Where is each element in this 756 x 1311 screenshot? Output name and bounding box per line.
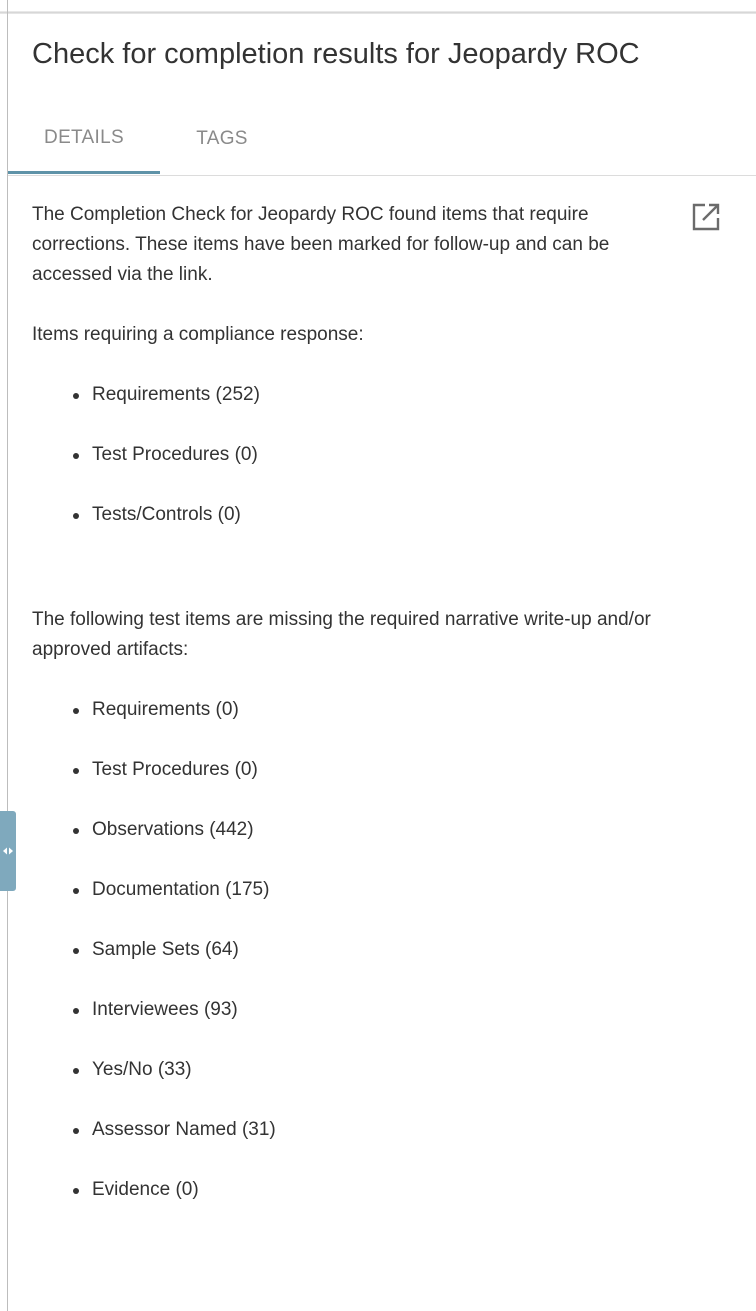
- open-in-new-icon[interactable]: [692, 203, 720, 231]
- resize-handle[interactable]: [0, 811, 16, 891]
- details-content: [32, 200, 672, 1205]
- list-item: Requirements (252): [32, 380, 672, 410]
- list-item: Requirements (0): [32, 695, 672, 725]
- missing-heading: The following test items are missing the required narrative write-up and/or approved artifacts:: [32, 609, 651, 660]
- tab-tags[interactable]: TAGS: [196, 128, 248, 149]
- top-shadow: [0, 0, 756, 14]
- panel-title: Check for completion results for Jeopardy ROC: [32, 38, 640, 70]
- list-item: Tests/Controls (0): [32, 500, 672, 530]
- list-item: Documentation (175): [32, 875, 672, 905]
- intro-text: The Completion Check for Jeopardy ROC found items that require corrections. These items have been marked for follow-up and can be accessed via the link.: [32, 204, 610, 285]
- list-item: Interviewees (93): [32, 995, 672, 1025]
- list-item: Observations (442): [32, 815, 672, 845]
- list-item: Assessor Named (31): [32, 1115, 672, 1145]
- panel-left-border: [7, 0, 8, 1311]
- tab-details[interactable]: DETAILS: [8, 104, 160, 174]
- compliance-heading: Items requiring a compliance response:: [32, 324, 364, 345]
- tab-bar: [8, 104, 756, 176]
- resize-arrows-icon: [2, 846, 14, 856]
- list-item: Yes/No (33): [32, 1055, 672, 1085]
- list-item: Test Procedures (0): [32, 755, 672, 785]
- list-item: Sample Sets (64): [32, 935, 672, 965]
- list-item: Evidence (0): [32, 1175, 672, 1205]
- list-item: Test Procedures (0): [32, 440, 672, 470]
- missing-items-list: [32, 695, 672, 1205]
- compliance-list: [32, 380, 672, 530]
